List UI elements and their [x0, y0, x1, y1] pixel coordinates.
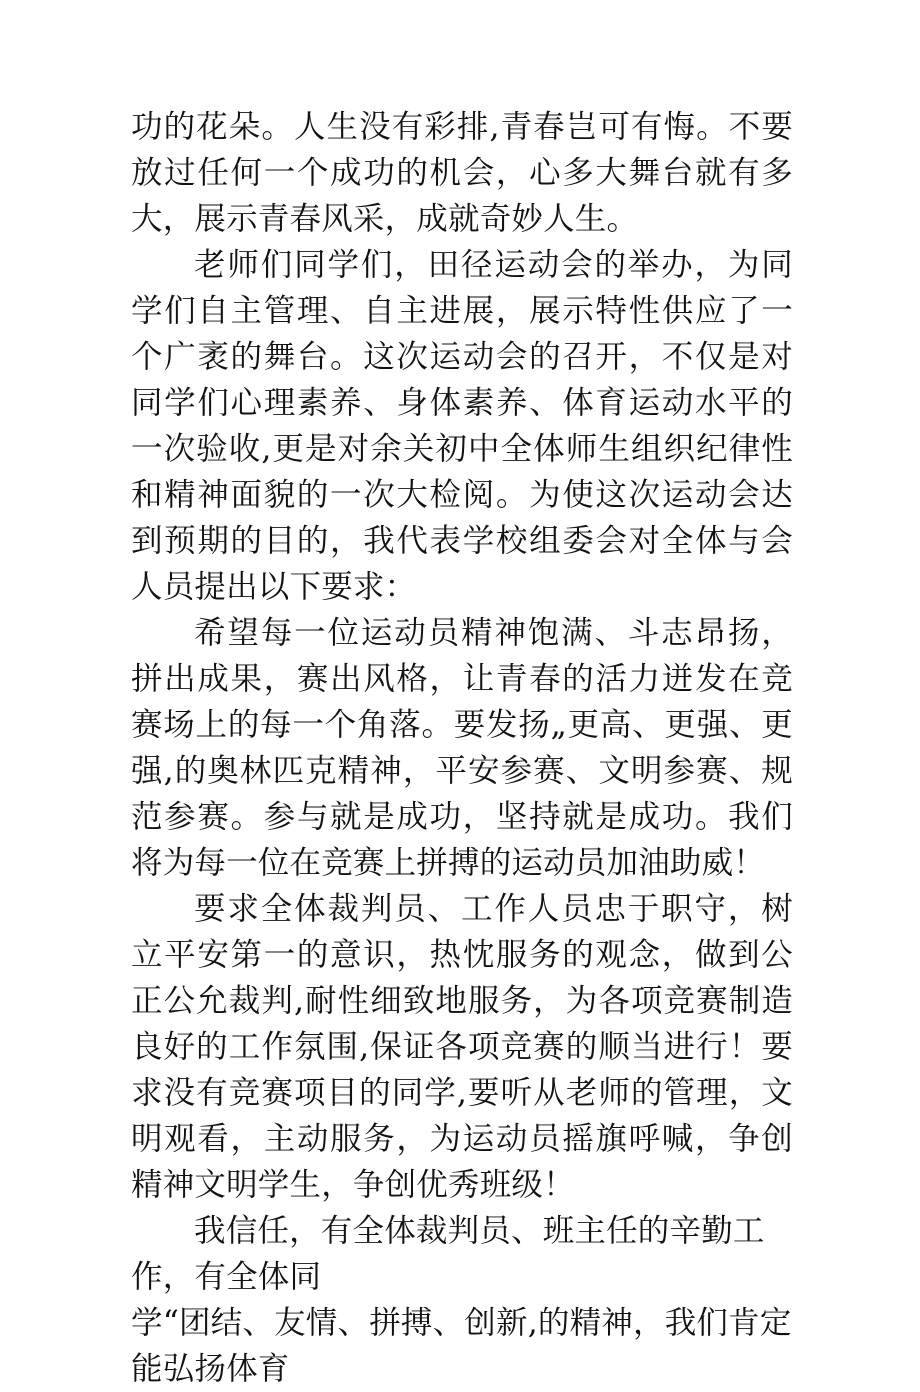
paragraph-1: 功的花朵。人生没有彩排,青春岂可有悔。不要放过任何一个成功的机会，心多大舞台就有多大，展示青春风采，成就奇妙人生。 — [131, 109, 793, 237]
document-text-column — [131, 104, 793, 1392]
paragraph-5 — [131, 1208, 793, 1392]
paragraph-3: 希望每一位运动员精神饱满、斗志昂扬，拼出成果，赛出风格，让青春的活力迸发在竞赛场上的每一个角落。要发扬„更高、更强、更强,的奥林匹克精神，平安参赛、文明参赛、规范参赛。参与就是成功，坚持就是成功。我们将为每一位在竞赛上拼搏的运动员加油助威！ — [131, 615, 793, 881]
paragraph-4: 要求全体裁判员、工作人员忠于职守，树立平安第一的意识，热忱服务的观念，做到公正公允裁判,耐性细致地服务，为各项竞赛制造良好的工作氛围,保证各项竞赛的顺当进行！要求没有竞赛项目的同学,要听从老师的管理，文明观看，主动服务，为运动员摇旗呼喊，争创精神文明学生，争创优秀班级！ — [131, 891, 793, 1203]
paragraph-5-line-1: 我信任，有全体裁判员、班主任的辛勤工作，有全体同 — [131, 1213, 765, 1295]
paragraph-5-line-2: 学“团结、友情、拼搏、创新,的精神，我们肯定能弘扬体育 — [131, 1305, 792, 1387]
paragraph-2: 老师们同学们，田径运动会的举办，为同学们自主管理、自主进展，展示特性供应了一个广袤的舞台。这次运动会的召开，不仅是对同学们心理素养、身体素养、体育运动水平的一次验收,更是对余关初中全体师生组织纪律性和精神面貌的一次大检阅。为使这次运动会达到预期的目的，我代表学校组委会对全体与会人员提出以下要求： — [131, 247, 793, 605]
